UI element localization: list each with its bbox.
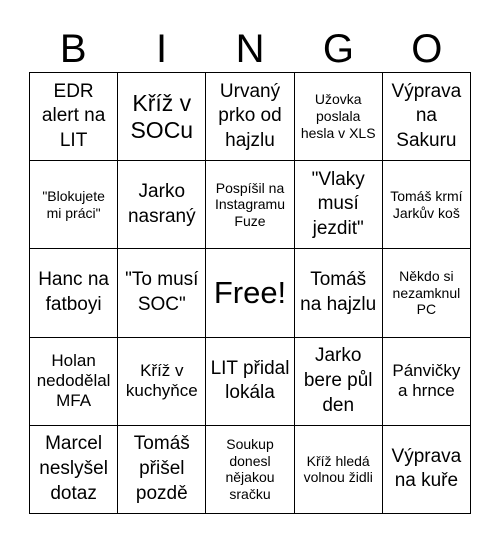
bingo-cell-r4-c5[interactable]: Pánvičky a hrnce bbox=[383, 338, 471, 426]
bingo-cell-r1-c4[interactable]: Užovka poslala hesla v XLS bbox=[295, 73, 383, 161]
header-letter-n: N bbox=[235, 27, 265, 71]
bingo-cell-r1-c5[interactable]: Výprava na Sakuru bbox=[383, 73, 471, 161]
bingo-cell-r3-c2[interactable]: "To musí SOC" bbox=[118, 249, 206, 337]
bingo-cell-free[interactable]: Free! bbox=[206, 249, 294, 337]
bingo-cell-r2-c1[interactable]: "Blokujete mi práci" bbox=[30, 161, 118, 249]
bingo-board bbox=[29, 72, 471, 514]
bingo-cell-r3-c4[interactable]: Tomáš na hajzlu bbox=[295, 249, 383, 337]
header-letter-b: B bbox=[59, 27, 87, 71]
bingo-cell-r5-c2[interactable]: Tomáš přišel pozdě bbox=[118, 426, 206, 514]
header-letter-o: O bbox=[411, 27, 443, 71]
bingo-cell-r2-c5[interactable]: Tomáš krmí Jarkův koš bbox=[383, 161, 471, 249]
bingo-cell-r4-c2[interactable]: Kříž v kuchyňce bbox=[118, 338, 206, 426]
bingo-header bbox=[29, 26, 471, 72]
bingo-cell-r4-c1[interactable]: Holan nedodělal MFA bbox=[30, 338, 118, 426]
bingo-cell-r1-c3[interactable]: Urvaný prko od hajzlu bbox=[206, 73, 294, 161]
header-letter-i: I bbox=[156, 27, 168, 71]
bingo-cell-r5-c5[interactable]: Výprava na kuře bbox=[383, 426, 471, 514]
bingo-cell-r1-c2[interactable]: Kříž v SOCu bbox=[118, 73, 206, 161]
bingo-cell-r4-c4[interactable]: Jarko bere půl den bbox=[295, 338, 383, 426]
bingo-cell-r2-c3[interactable]: Pospíšil na Instagramu Fuze bbox=[206, 161, 294, 249]
header-letter-g: G bbox=[322, 27, 354, 71]
bingo-cell-r1-c1[interactable]: EDR alert na LIT bbox=[30, 73, 118, 161]
bingo-cell-r3-c5[interactable]: Někdo si nezamknul PC bbox=[383, 249, 471, 337]
bingo-cell-r5-c3[interactable]: Soukup donesl nějakou sračku bbox=[206, 426, 294, 514]
bingo-cell-r4-c3[interactable]: LIT přidal lokála bbox=[206, 338, 294, 426]
bingo-cell-r5-c4[interactable]: Kříž hledá volnou židli bbox=[295, 426, 383, 514]
bingo-cell-r3-c1[interactable]: Hanc na fatboyi bbox=[30, 249, 118, 337]
bingo-cell-r2-c4[interactable]: "Vlaky musí jezdit" bbox=[295, 161, 383, 249]
bingo-cell-r5-c1[interactable]: Marcel neslyšel dotaz bbox=[30, 426, 118, 514]
bingo-cell-r2-c2[interactable]: Jarko nasraný bbox=[118, 161, 206, 249]
